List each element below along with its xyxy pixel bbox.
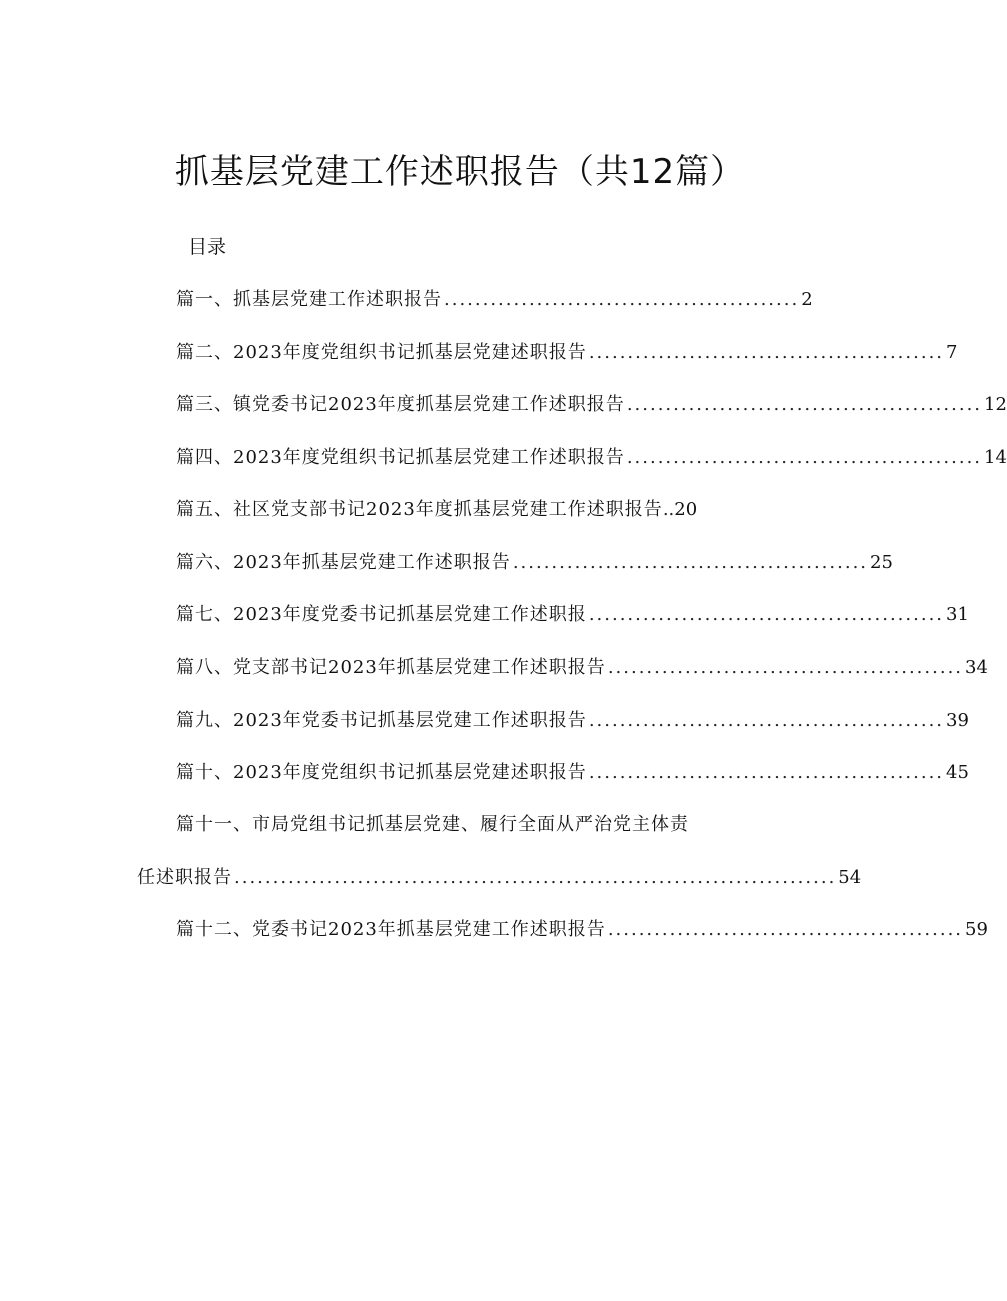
toc-entry-label: 篇六、2023年抓基层党建工作述职报告 (176, 552, 511, 573)
toc-page-number: 39 (946, 710, 969, 731)
toc-entry[interactable] (176, 707, 969, 735)
toc-page-number: 2 (801, 289, 813, 310)
toc-entry[interactable] (176, 916, 988, 944)
toc-entry[interactable] (137, 864, 862, 892)
toc-entry[interactable] (176, 286, 813, 314)
document-title: 抓基层党建工作述职报告（共12篇） (174, 152, 746, 192)
toc-entry-label: 篇十二、党委书记2023年抓基层党建工作述职报告 (176, 919, 606, 940)
toc-entry-label: 篇七、2023年度党委书记抓基层党建工作述职报 (176, 604, 587, 625)
toc-page-number: 7 (946, 342, 958, 363)
toc-entry-label: 篇四、2023年度党组织书记抓基层党建工作述职报告 (176, 447, 625, 468)
toc-entry-label-line2: 任述职报告 (137, 867, 232, 888)
toc-entry-label: 篇五、社区党支部书记2023年度抓基层党建工作述职报告 (176, 499, 663, 520)
toc-page-number: 59 (965, 919, 988, 940)
toc-dot-leader: .............................................. (607, 657, 964, 678)
toc-entry[interactable] (176, 496, 697, 524)
toc-page-number: 20 (674, 499, 698, 520)
toc-entry[interactable] (176, 654, 988, 682)
toc-dot-leader: .............................................. (588, 342, 945, 363)
toc-page-number: 45 (946, 762, 969, 783)
toc-dot-leader: .............................................. (588, 604, 945, 625)
toc-dot-leader: .............................................. (626, 394, 983, 415)
toc-entry-label: 篇九、2023年党委书记抓基层党建工作述职报告 (176, 710, 587, 731)
toc-dot-leader: .............................................................................. (234, 867, 837, 888)
toc-page-number: 25 (870, 552, 893, 573)
toc-heading: 目录 (188, 236, 227, 258)
toc-entry[interactable] (176, 759, 969, 787)
toc-dot-leader: .............................................. (626, 447, 983, 468)
toc-dot-leader: .............................................. (607, 919, 964, 940)
toc-entry-label: 篇二、2023年度党组织书记抓基层党建述职报告 (176, 342, 587, 363)
toc-page-number: 31 (946, 604, 969, 625)
toc-entry-label: 篇三、镇党委书记2023年度抓基层党建工作述职报告 (176, 394, 625, 415)
toc-entry[interactable] (176, 549, 893, 577)
toc-dot-leader: .............................................. (588, 710, 945, 731)
toc-entry[interactable] (176, 339, 958, 367)
toc-page-number: 14 (984, 447, 1007, 468)
toc-dot-leader: .............................................. (444, 289, 800, 310)
toc-page-number: 54 (838, 867, 862, 888)
toc-entry-label: 篇十、2023年度党组织书记抓基层党建述职报告 (176, 762, 587, 783)
toc-entry[interactable] (176, 391, 1007, 419)
toc-dot-leader: .............................................. (512, 552, 869, 573)
toc-page-number: 34 (965, 657, 988, 678)
toc-entry-label-line1[interactable]: 篇十一、市局党组书记抓基层党建、履行全面从严治党主体责 (176, 814, 689, 835)
toc-entry-label: 篇八、党支部书记2023年抓基层党建工作述职报告 (176, 657, 606, 678)
toc-entry[interactable] (176, 444, 1007, 472)
toc-entry[interactable] (176, 601, 969, 629)
toc-entry-label: 篇一、抓基层党建工作述职报告 (176, 289, 442, 310)
toc-page-number: 12 (984, 394, 1007, 415)
toc-dot-leader: .............................................. (588, 762, 945, 783)
toc-dot-leader: .. (662, 499, 675, 520)
